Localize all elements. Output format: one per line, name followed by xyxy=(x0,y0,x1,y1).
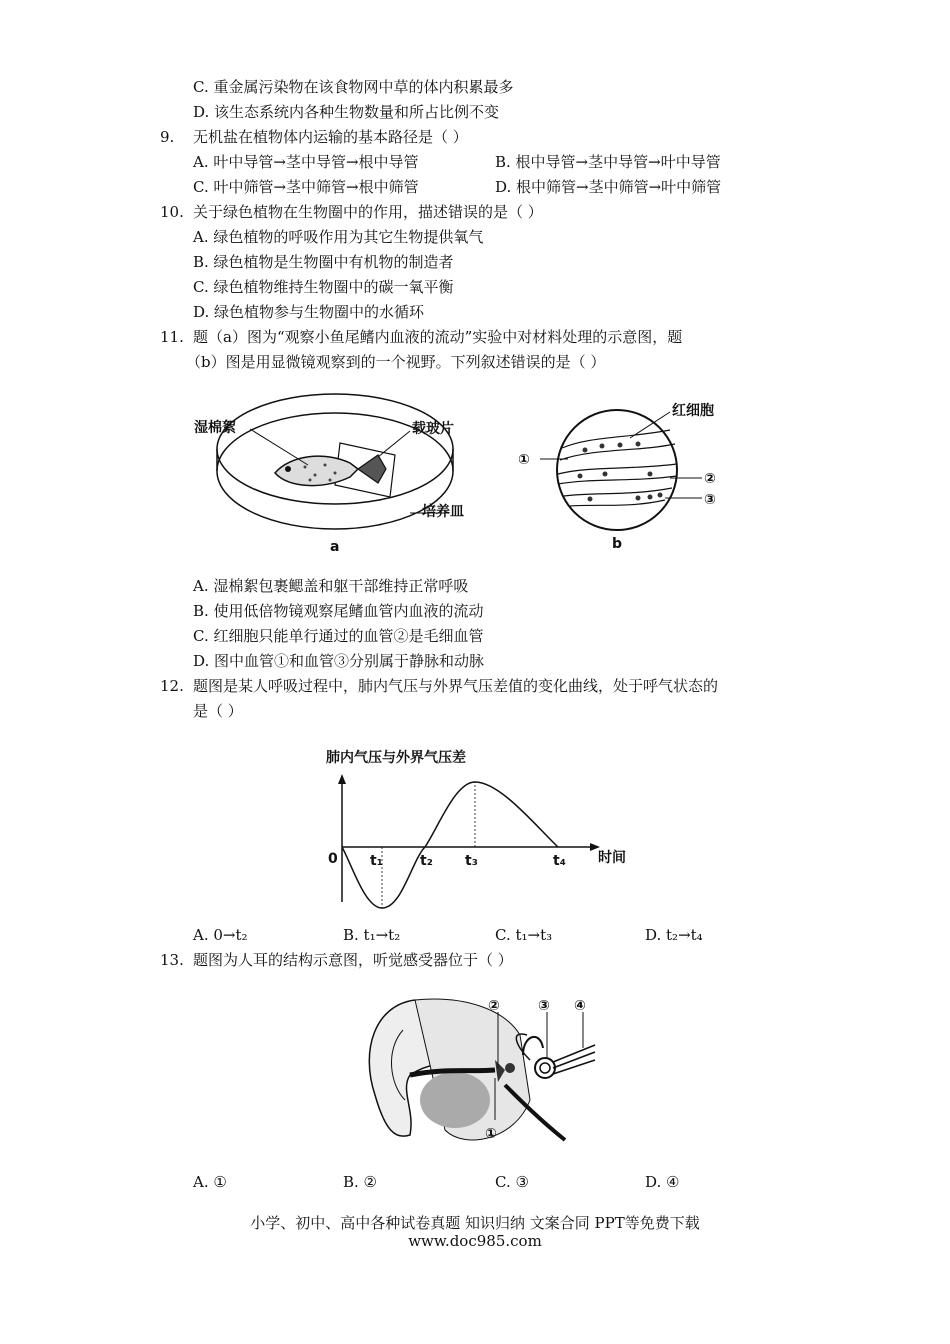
q13-option-c: C. ③ xyxy=(495,1173,529,1191)
label-vessel-3: ③ xyxy=(704,492,716,508)
q8-option-c: C. 重金属污染物在该食物网中草的体内积累最多 xyxy=(193,78,514,96)
q10-option-c: C. 绿色植物维持生物圈中的碳一氧平衡 xyxy=(193,278,454,296)
ear-label-2: ② xyxy=(488,998,500,1014)
graph-xlabel: 时间 xyxy=(598,850,626,866)
microscope-view-figure xyxy=(510,388,770,558)
tick-t2: t₂ xyxy=(420,853,433,869)
caption-a: a xyxy=(330,539,340,555)
label-red-blood-cell: 红细胞 xyxy=(672,403,714,419)
label-wet-cotton: 湿棉絮 xyxy=(194,420,236,436)
pressure-curve-graph xyxy=(320,740,650,920)
label-vessel-2: ② xyxy=(704,471,716,487)
q13-stem: 题图为人耳的结构示意图，听觉感受器位于（ ） xyxy=(193,951,513,969)
graph-title: 肺内气压与外界气压差 xyxy=(326,750,466,766)
q9-stem: 无机盐在植物体内运输的基本路径是（ ） xyxy=(193,128,468,146)
q12-option-b: B. t₁→t₂ xyxy=(343,926,401,944)
footer-url[interactable]: www.doc985.com xyxy=(408,1232,542,1250)
q10-stem: 关于绿色植物在生物圈中的作用，描述错误的是（ ） xyxy=(193,203,543,221)
q11-stem-line2: （b）图是用显微镜观察到的一个视野。下列叙述错误的是（ ） xyxy=(186,353,606,371)
q11-option-b: B. 使用低倍物镜观察尾鳍血管内血液的流动 xyxy=(193,602,484,620)
tick-t1: t₁ xyxy=(370,853,383,869)
q10-option-b: B. 绿色植物是生物圈中有机物的制造者 xyxy=(193,253,454,271)
footer-promo: 小学、初中、高中各种试卷真题 知识归纳 文案合同 PPT等免费下载 xyxy=(250,1214,700,1232)
q9-option-d: D. 根中筛管→茎中筛管→叶中筛管 xyxy=(495,178,722,196)
q11-stem-line1: 题（a）图为“观察小鱼尾鳍内血液的流动”实验中对材料处理的示意图，题 xyxy=(193,328,683,346)
graph-origin: 0 xyxy=(328,851,338,867)
ear-label-4: ④ xyxy=(574,998,586,1014)
tick-t3: t₃ xyxy=(465,853,478,869)
ear-label-3: ③ xyxy=(538,998,550,1014)
q11-number: 11. xyxy=(160,328,184,346)
ear-label-1: ① xyxy=(485,1126,497,1142)
q12-stem-line2: 是（ ） xyxy=(193,702,243,720)
q12-option-c: C. t₁→t₃ xyxy=(495,926,553,944)
ear-structure-figure xyxy=(355,990,605,1160)
q9-option-b: B. 根中导管→茎中导管→叶中导管 xyxy=(495,153,721,171)
q9-number: 9. xyxy=(160,128,175,146)
q10-option-a: A. 绿色植物的呼吸作用为其它生物提供氧气 xyxy=(193,228,484,246)
q12-stem-line1: 题图是某人呼吸过程中，肺内气压与外界气压差值的变化曲线，处于呼气状态的 xyxy=(193,677,719,695)
label-petri-dish: 培养皿 xyxy=(422,504,464,520)
q8-option-d: D. 该生态系统内各种生物数量和所占比例不变 xyxy=(193,103,500,121)
q11-option-c: C. 红细胞只能单行通过的血管②是毛细血管 xyxy=(193,627,484,645)
tick-t4: t₄ xyxy=(553,853,566,869)
q10-number: 10. xyxy=(160,203,184,221)
label-vessel-1: ① xyxy=(518,452,530,468)
q13-option-b: B. ② xyxy=(343,1173,378,1191)
caption-b: b xyxy=(612,536,623,552)
q12-option-d: D. t₂→t₄ xyxy=(645,926,703,944)
q9-option-a: A. 叶中导管→茎中导管→根中导管 xyxy=(193,153,419,171)
q13-option-d: D. ④ xyxy=(645,1173,680,1191)
q13-option-a: A. ① xyxy=(193,1173,227,1191)
label-slide: 载玻片 xyxy=(412,421,454,437)
q13-number: 13. xyxy=(160,951,184,969)
q12-number: 12. xyxy=(160,677,184,695)
fish-dish-figure xyxy=(190,385,490,560)
q10-option-d: D. 绿色植物参与生物圈中的水循环 xyxy=(193,303,425,321)
q9-option-c: C. 叶中筛管→茎中筛管→根中筛管 xyxy=(193,178,419,196)
q11-option-d: D. 图中血管①和血管③分别属于静脉和动脉 xyxy=(193,652,485,670)
q12-option-a: A. 0→t₂ xyxy=(193,926,248,944)
q11-option-a: A. 湿棉絮包裹鳃盖和躯干部维持正常呼吸 xyxy=(193,577,469,595)
